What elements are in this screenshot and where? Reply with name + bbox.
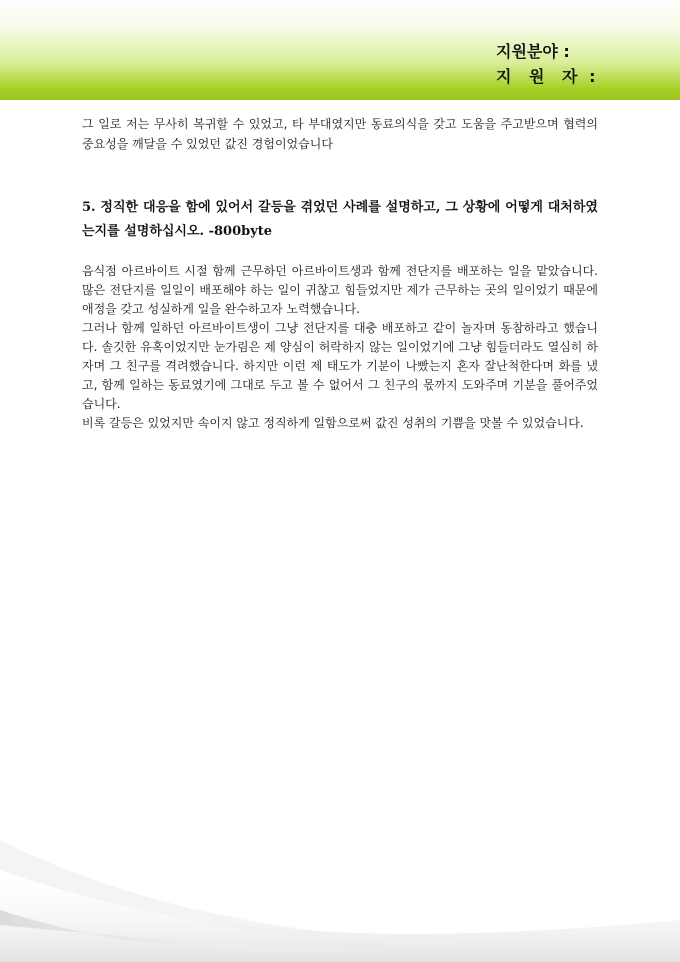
intro-paragraph: 그 일로 저는 무사히 복귀할 수 있었고, 타 부대였지만 동료의식을 갖고 도움을 주고받으며 협력의 중요성을 깨달을 수 있었던 값진 경험이었습니다 xyxy=(82,117,598,151)
answer-body xyxy=(82,262,598,433)
applied-position-colon: : xyxy=(563,42,570,61)
field-row-applicant-name xyxy=(496,64,596,89)
footer-swoosh-decoration xyxy=(0,800,680,962)
answer-paragraph-3: 비록 갈등은 있었지만 속이지 않고 정직하게 일함으로써 값진 성취의 기쁨을 맛볼 수 있었습니다. xyxy=(82,416,584,430)
answer-paragraph-1: 음식점 아르바이트 시절 함께 근무하던 아르바이트생과 함께 전단지를 배포하는 일을 맡았습니다. 많은 전단지를 일일이 배포해야 하는 일이 귀찮고 힘들었지만 제가 근무하는 곳의 일이었기 때문에 애정을 갖고 성실하게 일을 완수하고자 노력했습니다. xyxy=(82,264,598,316)
applicant-name-label: 지 원 자 xyxy=(496,67,584,86)
previous-answer-continuation xyxy=(82,114,598,154)
question-heading: 5. 정직한 대응을 함에 있어서 갈등을 겪었던 사례를 설명하고, 그 상황에 어떻게 대처하였는지를 설명하십시오. -800byte xyxy=(82,200,598,239)
applicant-info-fields xyxy=(496,39,596,89)
field-row-applied-position xyxy=(496,39,596,64)
applicant-name-colon: : xyxy=(589,67,596,86)
applied-position-label: 지원분야 xyxy=(496,42,558,61)
page-header-banner xyxy=(0,0,680,100)
answer-paragraph-2: 그러나 함께 일하던 아르바이트생이 그냥 전단지를 대충 배포하고 같이 놀자며 동참하라고 했습니다. 솔깃한 유혹이었지만 눈가림은 제 양심이 허락하지 않는 일이었기에 그냥 힘들더라도 열심히 하자며 그 친구를 격려했습니다. 하지만 이런 제 태도가 기분이 나빴는지 혼자 잘난척한다며 화를 냈고, 함께 일하는 동료였기에 그대로 두고 볼 수 없어서 그 친구의 몫까지 도와주며 기분을 풀어주었습니다. xyxy=(82,321,598,411)
